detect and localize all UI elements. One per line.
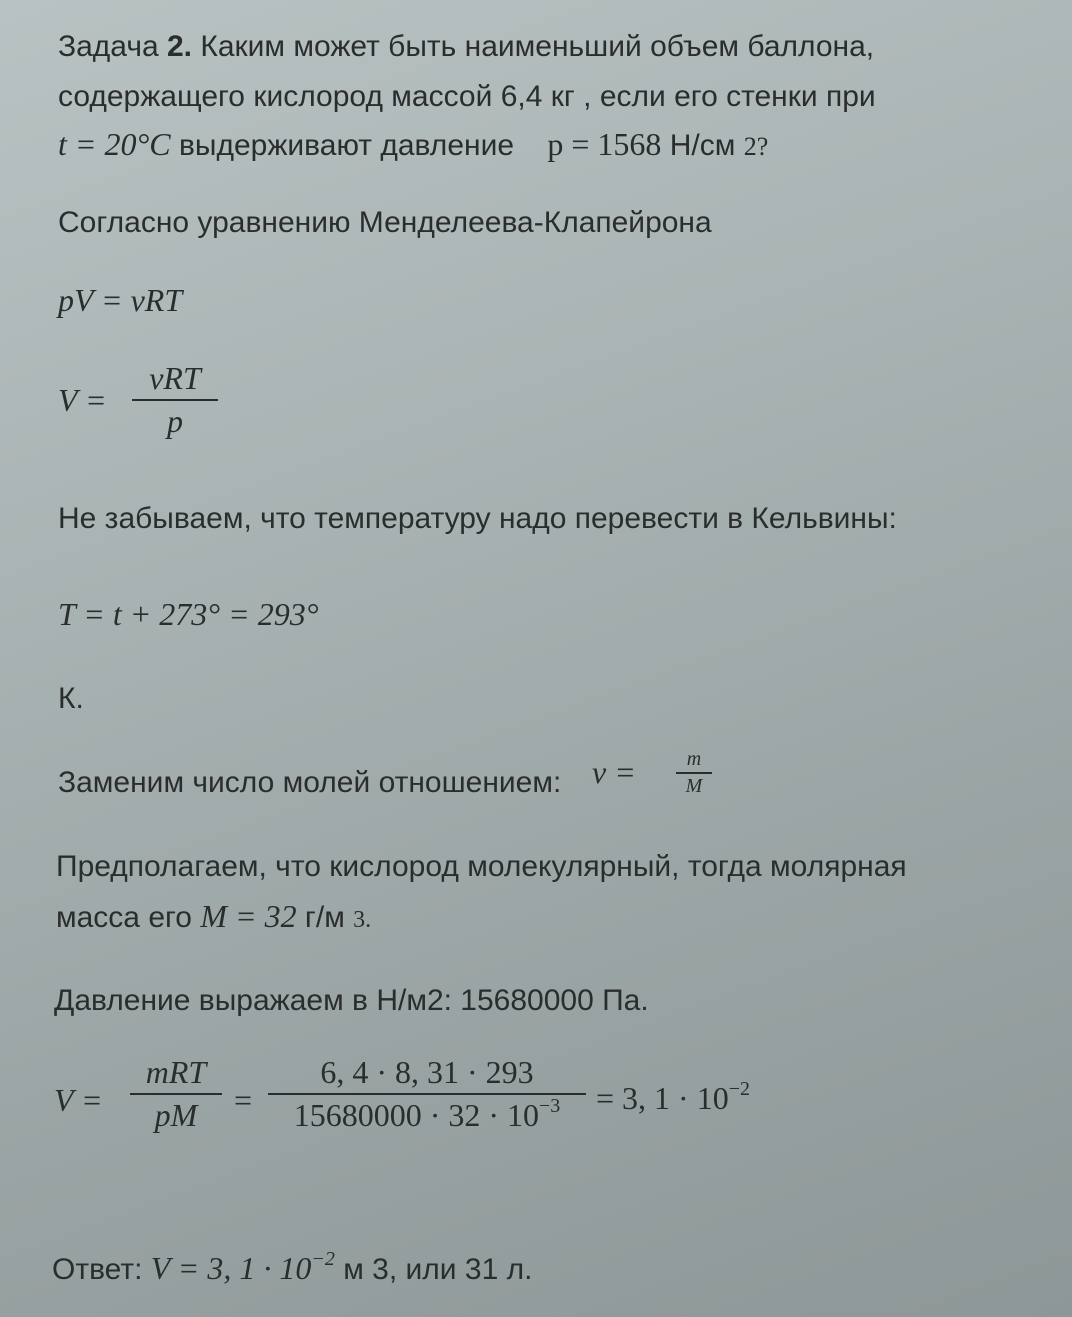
molar-mass-expression: M = 32 [200,898,297,934]
problem-text-3: выдерживают давление [178,129,515,162]
calc-fraction-1 [130,1054,222,1134]
calc-result-exponent: −2 [728,1078,750,1100]
answer-volume-exponent: −2 [311,1248,335,1270]
temperature-expression: t = 20°C [58,126,171,162]
fraction-bar [130,1093,222,1095]
moles-formula-denominator: M [685,775,703,797]
volume-formula-denominator: p [167,403,183,439]
answer-unit: м [343,1253,364,1286]
moles-formula-numerator: m [686,748,702,770]
answer-tail: 3, или 31 л. [372,1253,533,1286]
step5-text: Давление выражаем в Н/м2: 15680000 Па. [54,984,649,1017]
calc-result-base: = 3, 1 · 10 [596,1080,729,1116]
calc-result [596,1080,750,1117]
pressure-expression: p = 1568 [547,126,662,162]
calc-fraction-1-numerator: mRT [145,1054,207,1090]
pressure-unit: Н/см [669,129,736,162]
ideal-gas-equation: pV = νRT [58,282,183,318]
moles-formula-lhs: ν = [592,754,636,790]
step1-text: Согласно уравнению Менделеева-Клапейрона [58,206,712,239]
moles-formula-fraction [676,748,712,798]
step4-line-2 [56,898,371,935]
calc-fraction-2-denominator [268,1097,586,1134]
problem-line-1 [58,30,874,64]
problem-number: 2. [167,30,193,63]
answer-volume-base: V = 3, 1 · 10 [150,1250,312,1286]
kelvin-equation: T = t + 273° = 293° [58,596,319,632]
volume-formula-fraction [132,360,218,440]
problem-line-2: содержащего кислород массой 6,4 кг , если его стенки при [58,80,876,113]
step2-text: Не забываем, что температуру надо перевести в Кельвины: [58,502,897,535]
answer-label: Ответ: [52,1253,143,1286]
step3-text: Заменим число молей отношением: [58,766,562,799]
problem-text-1: Каким может быть наименьший объем баллона, [200,30,875,63]
calc-denominator-base: 15680000 · 32 · 10 [293,1097,540,1133]
fraction-bar [676,772,712,774]
molar-mass-unit-exponent: 3. [353,907,372,933]
calc-denominator-exponent: −3 [539,1095,561,1117]
problem-line-3 [58,126,768,163]
calc-lhs: V = [54,1082,103,1118]
answer-line [52,1250,532,1287]
molar-mass-unit: г/м [304,901,345,934]
calc-fraction-2-numerator: 6, 4 · 8, 31 · 293 [320,1054,534,1090]
answer-volume [151,1250,335,1286]
pressure-unit-exponent: 2? [743,132,769,161]
volume-formula-numerator: νRT [149,360,201,396]
step4-text-2: масса его [56,901,192,934]
problem-label: Задача [58,30,159,63]
volume-formula-lhs: V = [58,382,107,418]
calc-fraction-1-denominator: pM [154,1097,198,1133]
calc-equals-sign: = [234,1082,253,1118]
calc-fraction-2 [268,1054,586,1134]
fraction-bar [132,399,218,401]
step4-line-1: Предполагаем, что кислород молекулярный, тогда молярная [56,850,907,883]
kelvin-unit: К. [58,682,84,715]
